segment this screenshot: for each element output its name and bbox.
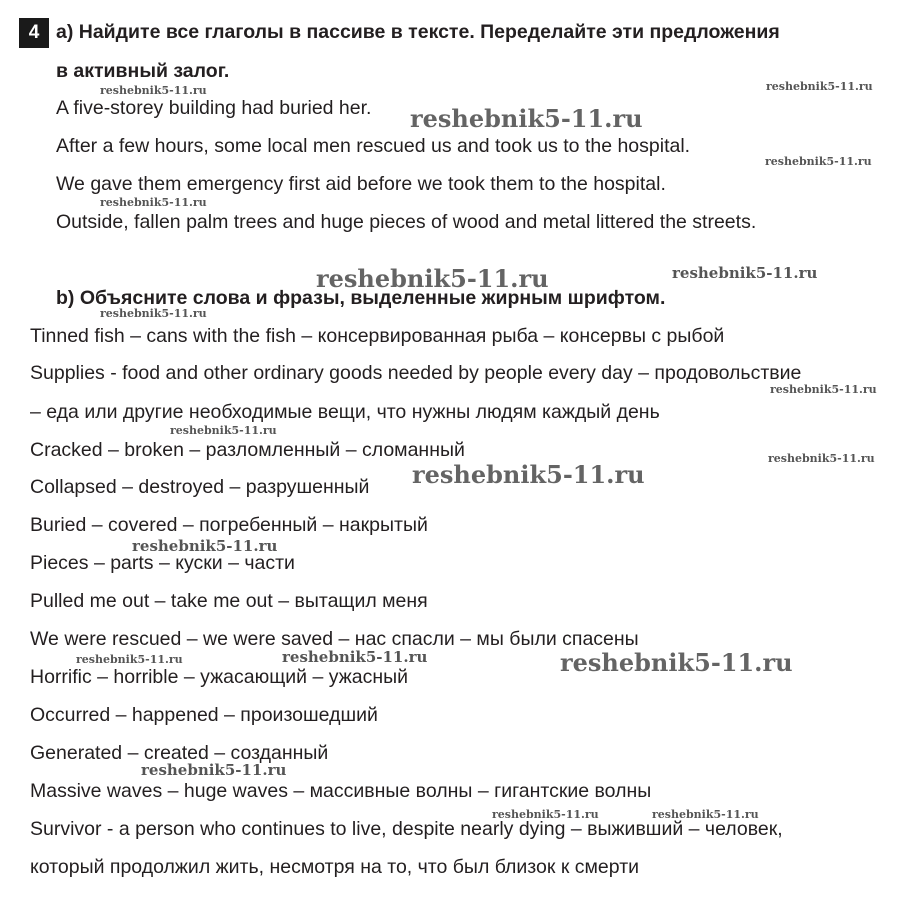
glossary-line: We were rescued – we were saved – нас спасли – мы были спасены — [30, 628, 639, 650]
glossary-line: – еда или другие необходимые вещи, что нужны людям каждый день — [30, 401, 660, 423]
watermark: reshebnik5-11.ru — [76, 653, 183, 666]
glossary-line: Supplies - food and other ordinary goods needed by people every day – продовольствие — [30, 362, 802, 384]
watermark: reshebnik5-11.ru — [652, 808, 759, 821]
watermark: reshebnik5-11.ru — [770, 383, 877, 396]
watermark: reshebnik5-11.ru — [100, 84, 207, 97]
glossary-line: Occurred – happened – произошедший — [30, 704, 378, 726]
glossary-line: Buried – covered – погребенный – накрытый — [30, 514, 428, 536]
watermark: reshebnik5-11.ru — [492, 808, 599, 821]
watermark: reshebnik5-11.ru — [560, 648, 793, 677]
part-a-sentence-3: We gave them emergency first aid before we took them to the hospital. — [56, 173, 666, 195]
watermark: reshebnik5-11.ru — [412, 460, 645, 489]
exercise-number-badge: 4 — [19, 18, 49, 48]
watermark: reshebnik5-11.ru — [672, 264, 818, 282]
watermark: reshebnik5-11.ru — [132, 537, 278, 555]
glossary-line: Survivor - a person who continues to live, despite nearly dying – выживший – человек, — [30, 818, 783, 840]
part-b-title: b) Объясните слова и фразы, выделенные жирным шрифтом. — [56, 287, 666, 309]
watermark: reshebnik5-11.ru — [765, 155, 872, 168]
glossary-line: Tinned fish – cans with the fish – консервированная рыба – консервы с рыбой — [30, 325, 725, 347]
watermark: reshebnik5-11.ru — [100, 196, 207, 209]
watermark: reshebnik5-11.ru — [141, 761, 287, 779]
watermark: reshebnik5-11.ru — [316, 264, 549, 293]
glossary-line: который продолжил жить, несмотря на то, что был близок к смерти — [30, 856, 640, 878]
glossary-line: Pulled me out – take me out – вытащил меня — [30, 590, 428, 612]
part-a-sentence-1: A five-storey building had buried her. — [56, 97, 372, 119]
glossary-line: Pieces – parts – куски – части — [30, 552, 295, 574]
glossary-line: Horrific – horrible – ужасающий – ужасный — [30, 666, 409, 688]
part-a-title-line-2: в активный залог. — [56, 60, 230, 82]
part-a-sentence-2: After a few hours, some local men rescued us and took us to the hospital. — [56, 135, 691, 157]
watermark: reshebnik5-11.ru — [282, 648, 428, 666]
watermark: reshebnik5-11.ru — [768, 452, 875, 465]
part-a-sentence-4: Outside, fallen palm trees and huge pieces of wood and metal littered the streets. — [56, 211, 757, 233]
glossary-line: Massive waves – huge waves – массивные волны – гигантские волны — [30, 780, 652, 802]
watermark: reshebnik5-11.ru — [410, 104, 643, 133]
glossary-line: Generated – created – созданный — [30, 742, 329, 764]
watermark: reshebnik5-11.ru — [766, 80, 873, 93]
part-a-title-line-1: a) Найдите все глаголы в пассиве в тексте. Переделайте эти предложения — [56, 21, 780, 43]
watermark: reshebnik5-11.ru — [170, 424, 277, 437]
glossary-line: Cracked – broken – разломленный – сломанный — [30, 439, 465, 461]
glossary-line: Collapsed – destroyed – разрушенный — [30, 476, 370, 498]
watermark: reshebnik5-11.ru — [100, 307, 207, 320]
